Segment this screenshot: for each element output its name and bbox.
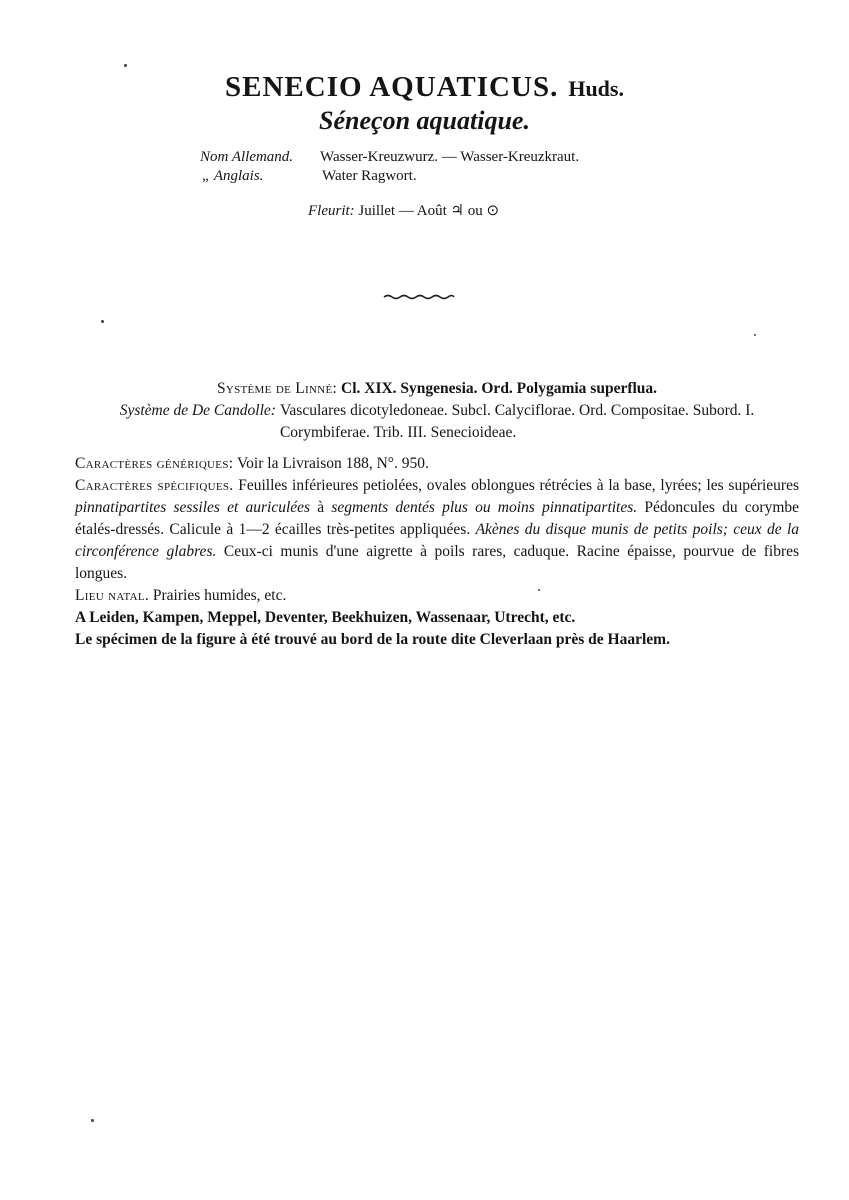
generic-characters — [75, 453, 799, 475]
speck — [538, 589, 540, 591]
linne-label: Système de Linné: — [216, 380, 338, 397]
specimen-note: Le spécimen de la figure à été trouvé au bord de la route dite Cleverlaan près de Haarlem. — [75, 631, 670, 648]
flowering-label: Fleurit: — [308, 203, 355, 219]
linne-system — [75, 378, 799, 400]
specific-text-1: Feuilles inférieures petiolées, ovales oblongues rétrécies à la base, lyrées; les supérieures — [238, 477, 799, 494]
species-name: SENECIO AQUATICUS. — [225, 71, 559, 103]
linne-value: Cl. XIX. Syngenesia. Ord. Polygamia superflua. — [341, 380, 658, 397]
specific-text-2: à — [317, 499, 325, 516]
habitat-value: Prairies humides, etc. — [152, 587, 287, 604]
german-name-row — [200, 148, 579, 167]
generic-label: Caractères génériques: — [75, 455, 234, 472]
candolle-system — [75, 400, 799, 444]
specific-characters — [75, 475, 799, 585]
french-name: Séneçon aquatique. — [319, 106, 530, 135]
species-author: Huds. — [568, 76, 624, 101]
flowering-value: Juillet — Août ♃ ou ⊙ — [358, 203, 500, 219]
candolle-label: Système de De Candolle: — [119, 402, 276, 419]
flowering-line — [308, 202, 499, 221]
speck — [101, 320, 104, 323]
speck — [124, 64, 127, 67]
localities: A Leiden, Kampen, Meppel, Deventer, Beekhuizen, Wassenaar, Utrecht, etc. — [75, 609, 576, 626]
german-label: Nom Allemand. — [200, 149, 294, 165]
english-name-row — [200, 167, 579, 186]
specific-italic-1: pinnatipartites sessiles et auriculées — [75, 499, 311, 516]
common-names — [200, 148, 579, 186]
generic-value: Voir la Livraison 188, N°. 950. — [236, 455, 429, 472]
specific-text-3: Pédoncules du corymbe étalés-dressés. Calicule à 1—2 écailles très-petites appliquées. — [75, 499, 800, 538]
candolle-line-2: Corymbiferae. Trib. III. Senecioideae. — [279, 424, 517, 441]
english-label: „ Anglais. — [202, 168, 264, 184]
english-value: Water Ragwort. — [322, 168, 417, 184]
ornamental-divider — [383, 293, 455, 301]
specific-label: Caractères spécifiques. — [75, 477, 234, 494]
habitat-label: Lieu natal. — [75, 587, 150, 604]
speck — [754, 334, 756, 336]
native-habitat — [75, 585, 799, 607]
specific-italic-2: segments dentés plus ou moins pinnatipartites. — [331, 499, 638, 516]
specific-text-4: Ceux-ci munis d'une aigrette à poils rares, caduque. Racine épaisse, pourvue de fibres longues. — [75, 543, 800, 582]
speck — [91, 1119, 94, 1122]
species-title — [0, 70, 849, 106]
candolle-line-1: Vasculares dicotyledoneae. Subcl. Calyciflorae. Ord. Compositae. Subord. I. — [279, 402, 755, 419]
specific-italic-3: Akènes du disque munis de petits poils; ceux de la circonférence glabres. — [75, 521, 800, 560]
german-value: Wasser-Kreuzwurz. — Wasser-Kreuzkraut. — [320, 149, 580, 165]
description-body — [75, 378, 799, 651]
